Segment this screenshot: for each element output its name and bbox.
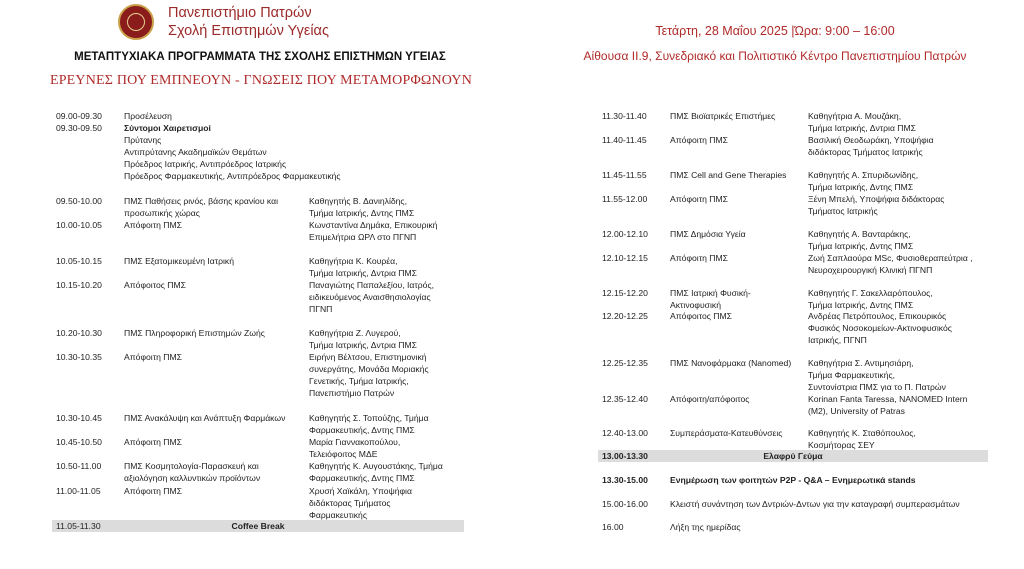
schedule-time: 11.45-11.55 xyxy=(602,170,647,180)
schedule-time: 11.00-11.05 xyxy=(56,486,101,496)
schedule-time: 09.00-09.30 xyxy=(56,111,102,121)
session-title: ΠΜΣ Παθήσεις ρινός, βάσης κρανίου και xyxy=(124,196,278,206)
schedule-time: 12.35-12.40 xyxy=(602,394,648,404)
session-speaker: Καθηγητής Α. Βανταράκης, xyxy=(808,229,911,239)
university-name: Πανεπιστήμιο Πατρών xyxy=(168,5,312,21)
session-speaker: διδάκτορας Τμήματος Ιατρικής xyxy=(808,147,923,157)
session-speaker: Τμήματος Ιατρικής xyxy=(808,206,878,216)
session-speaker: Φαρμακευτικής, Δντης ΠΜΣ xyxy=(309,473,415,483)
session-title: ΠΜΣ Δημόσια Υγεία xyxy=(670,229,746,239)
session-speaker: Καθηγήτρια Α. Μουζάκη, xyxy=(808,111,902,121)
session-title: ΠΜΣ Βιοϊατρικές Επιστήμες xyxy=(670,111,776,121)
schedule-time: 15.00-16.00 xyxy=(602,499,648,509)
session-speaker: Korinan Fanta Taressa, NANOMED Intern xyxy=(808,394,968,404)
schedule-time: 16.00 xyxy=(602,522,624,532)
session-speaker: Καθηγήτρια Ζ. Λυγερού, xyxy=(309,328,401,338)
schedule-time: 13.00-13.30 xyxy=(602,451,648,461)
schedule-time: 10.05-10.15 xyxy=(56,256,102,266)
schedule-time: 11.40-11.45 xyxy=(602,135,647,145)
session-title: Συμπεράσματα-Κατευθύνσεις xyxy=(670,428,783,438)
greeting-speaker: Πρόεδρος Ιατρικής, Αντιπρόεδρος Ιατρικής xyxy=(124,159,287,169)
session-speaker: συνεργάτης, Μονάδα Μοριακής xyxy=(309,364,429,374)
school-name: Σχολή Επιστημών Υγείας xyxy=(168,23,329,39)
session-speaker: Καθηγήτρια Κ. Κουρέα, xyxy=(309,256,398,266)
session-speaker: Χρυσή Χαϊκάλη, Υποψήφια xyxy=(309,486,412,496)
greeting-speaker: Πρύτανης xyxy=(124,135,162,145)
session-title: αξιολόγηση καλλυντικών προϊόντων xyxy=(124,473,261,483)
event-venue: Αίθουσα ΙΙ.9, Συνεδριακό και Πολιτιστικό Κέντρο Πανεπιστημίου Πατρών xyxy=(583,49,967,63)
session-speaker: Τμήμα Φαρμακευτικής, xyxy=(808,370,896,380)
session-speaker: Φυσικός Νοσοκομείων-Ακτινοφυσικός xyxy=(808,323,952,333)
session-speaker: Ανδρέας Πετρόπουλος, Επικουρικός xyxy=(808,311,947,321)
session-title: Σύντομοι Χαιρετισμοί xyxy=(124,123,211,133)
session-speaker: Κοσμήτορας ΣΕΥ xyxy=(808,440,875,450)
session-title: ΠΜΣ Κοσμητολογία-Παρασκευή και xyxy=(124,461,259,471)
session-title: Απόφοιτος ΠΜΣ xyxy=(124,280,186,290)
schedule-time: 10.30-10.35 xyxy=(56,352,102,362)
session-title: Απόφοιτη ΠΜΣ xyxy=(124,437,182,447)
session-speaker: Φαρμακευτικής, Δντης ΠΜΣ xyxy=(309,425,415,435)
session-speaker: Ζωή Σαπλαούρα MSc, Φυσιοθεραπεύτρια , xyxy=(808,253,973,263)
session-title: ΠΜΣ Νανοφάρμακα (Nanomed) xyxy=(670,358,792,368)
schedule-time: 10.45-10.50 xyxy=(56,437,102,447)
session-speaker: Νευροχειρουργική Κλινική ΠΓΝΠ xyxy=(808,265,933,275)
schedule-time: 12.20-12.25 xyxy=(602,311,648,321)
schedule-time: 10.15-10.20 xyxy=(56,280,102,290)
session-speaker: Καθηγήτρια Σ. Αντιμησιάρη, xyxy=(808,358,914,368)
session-title: ΠΜΣ Ανακάλυψη και Ανάπτυξη Φαρμάκων xyxy=(124,413,286,423)
session-speaker: Καθηγητής Β. Δανιηλίδης, xyxy=(309,196,407,206)
session-speaker: Καθηγητής Κ. Σταθόπουλος, xyxy=(808,428,916,438)
schedule-time: 09.30-09.50 xyxy=(56,123,102,133)
schedule-time: 12.10-12.15 xyxy=(602,253,648,263)
session-title: ΠΜΣ Cell and Gene Therapies xyxy=(670,170,787,180)
session-speaker: Τμήμα Ιατρικής, Δντρια ΠΜΣ xyxy=(808,123,916,133)
session-speaker: Καθηγητής Σ. Τοπούζης, Τμήμα xyxy=(309,413,429,423)
session-speaker: Πανεπιστήμιο Πατρών xyxy=(309,388,395,398)
session-speaker: Κωνσταντίνα Δημάκα, Επικουρική xyxy=(309,220,438,230)
session-speaker: διδάκτορας Τμήματος xyxy=(309,498,391,508)
session-title: ΠΜΣ Ιατρική Φυσική- xyxy=(670,288,751,298)
session-speaker: Τμήμα Ιατρικής, Δντρια ΠΜΣ xyxy=(309,268,417,278)
greeting-speaker: Αντιπρύτανης Ακαδημαϊκών Θεμάτων xyxy=(124,147,267,157)
session-title: ΠΜΣ Πληροφορική Επιστημών Ζωής xyxy=(124,328,265,338)
university-seal-icon xyxy=(118,4,154,40)
session-title: Απόφοιτη ΠΜΣ xyxy=(670,194,728,204)
session-speaker: Γενετικής, Τμήμα Ιατρικής, xyxy=(309,376,409,386)
session-title: Απόφοιτη ΠΜΣ xyxy=(670,253,728,263)
event-tagline: ΕΡΕΥΝΕΣ ΠΟΥ ΕΜΠΝΕΟΥΝ - ΓΝΩΣΕΙΣ ΠΟΥ ΜΕΤΑΜΟΡΦΩΝΟΥΝ xyxy=(49,73,473,88)
session-speaker: (M2), University of Patras xyxy=(808,406,905,416)
session-title: Ενημέρωση των φοιτητών P2P - Q&A – Ενημερωτικά stands xyxy=(670,475,916,485)
schedule-time: 10.00-10.05 xyxy=(56,220,102,230)
session-speaker: Τμήμα Ιατρικής, Δντης ΠΜΣ xyxy=(808,300,914,310)
session-title: Προσέλευση xyxy=(124,111,172,121)
session-title: Απόφοιτη ΠΜΣ xyxy=(124,220,182,230)
session-title: Απόφοιτη ΠΜΣ xyxy=(124,486,182,496)
schedule-time: 11.05-11.30 xyxy=(56,521,101,531)
session-title: ΠΜΣ Εξατομικευμένη Ιατρική xyxy=(124,256,234,266)
lunch-label: Ελαφρύ Γεύμα xyxy=(763,451,823,461)
schedule-time: 12.40-13.00 xyxy=(602,428,648,438)
schedule-time: 09.50-10.00 xyxy=(56,196,102,206)
schedule-time: 12.15-12.20 xyxy=(602,288,648,298)
schedule-time: 12.25-12.35 xyxy=(602,358,648,368)
schedule-time: 10.50-11.00 xyxy=(56,461,102,471)
session-speaker: ΠΓΝΠ xyxy=(309,304,333,314)
session-speaker: Καθηγητής Α. Σπυριδωνίδης, xyxy=(808,170,919,180)
schedule-time: 11.55-12.00 xyxy=(602,194,648,204)
session-title: Απόφοιτη/απόφοιτος xyxy=(670,394,750,404)
session-speaker: Βασιλική Θεοδωράκη, Υποψήφια xyxy=(808,135,934,145)
session-speaker: Τμήμα Ιατρικής, Δντης ΠΜΣ xyxy=(808,182,914,192)
coffee-break-label: Coffee Break xyxy=(231,521,285,531)
programs-title: ΜΕΤΑΠΤΥΧΙΑΚΑ ΠΡΟΓΡΑΜΜΑΤΑ ΤΗΣ ΣΧΟΛΗΣ ΕΠΙΣΤΗΜΩΝ ΥΓΕΙΑΣ xyxy=(74,51,446,63)
session-speaker: Ξένη Μπελή, Υποψήφια διδάκτορας xyxy=(808,194,945,204)
session-speaker: Καθηγητής Γ. Σακελλαρόπουλος, xyxy=(808,288,933,298)
session-speaker: Καθηγητής Κ. Αυγουστάκης, Τμήμα xyxy=(309,461,443,471)
event-date-time: Τετάρτη, 28 Μαΐου 2025 |Ώρα: 9:00 – 16:00 xyxy=(655,24,895,38)
session-title: Λήξη της ημερίδας xyxy=(670,522,741,532)
session-title: προσωπικής χώρας xyxy=(124,208,200,218)
session-speaker: Συντονίστρια ΠΜΣ για το Π. Πατρών xyxy=(808,382,946,392)
greeting-speaker: Πρόεδρος Φαρμακευτικής, Αντιπρόεδρος Φαρμακευτικής xyxy=(124,171,341,181)
session-speaker: Επιμελήτρια ΩΡΛ στο ΠΓΝΠ xyxy=(309,232,417,242)
session-title: Απόφοιτος ΠΜΣ xyxy=(670,311,732,321)
schedule-time: 10.20-10.30 xyxy=(56,328,102,338)
session-speaker: Ειρήνη Βέλτσου, Επιστημονική xyxy=(309,352,427,362)
session-title: Απόφοιτη ΠΜΣ xyxy=(124,352,182,362)
session-title: Κλειστή συνάντηση των Δντριών-Δντων για την καταγραφή συμπερασμάτων xyxy=(670,499,960,509)
session-speaker: Παναγιώτης Παπαλεξίου, Ιατρός, xyxy=(309,280,434,290)
session-speaker: Τμήμα Ιατρικής, Δντης ΠΜΣ xyxy=(309,208,415,218)
schedule-time: 12.00-12.10 xyxy=(602,229,648,239)
session-speaker: Τμήμα Ιατρικής, Δντρια ΠΜΣ xyxy=(309,340,417,350)
session-speaker: Μαρία Γιαννακοπούλου, xyxy=(309,437,401,447)
session-title: Ακτινοφυσική xyxy=(670,300,721,310)
session-title: Απόφοιτη ΠΜΣ xyxy=(670,135,728,145)
session-speaker: Φαρμακευτικής xyxy=(309,510,367,520)
session-speaker: Ιατρικής, ΠΓΝΠ xyxy=(808,335,867,345)
session-speaker: ειδικευόμενος Αναισθησιολογίας xyxy=(309,292,431,302)
schedule-time: 11.30-11.40 xyxy=(602,111,647,121)
schedule-time: 13.30-15.00 xyxy=(602,475,648,485)
session-speaker: Τελειόφοιτος ΜΔΕ xyxy=(309,449,378,459)
schedule-time: 10.30-10.45 xyxy=(56,413,102,423)
session-speaker: Τμήμα Ιατρικής, Δντης ΠΜΣ xyxy=(808,241,914,251)
